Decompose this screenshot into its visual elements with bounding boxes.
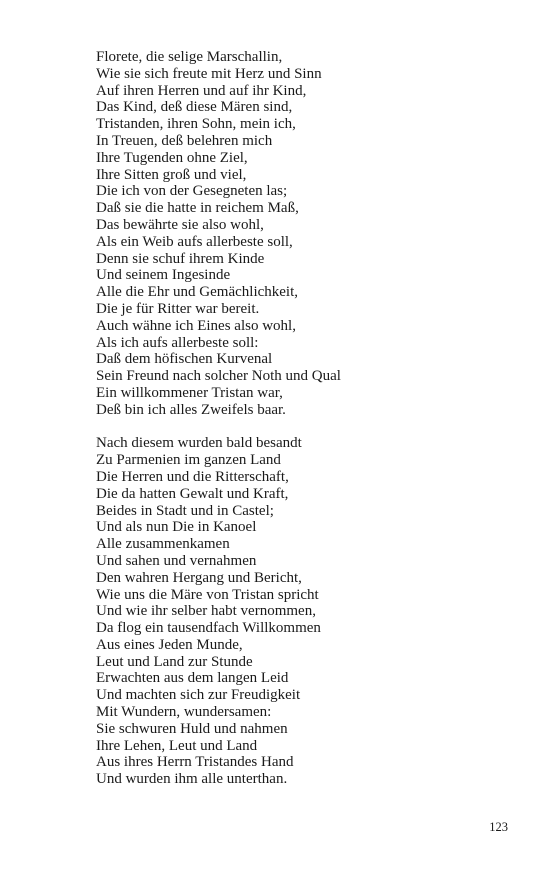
poem-line: Florete, die selige Marschallin,: [96, 49, 283, 65]
poem-line: Tristanden, ihren Sohn, mein ich,: [96, 116, 296, 133]
poem-line: Und seinem Ingesinde: [96, 267, 231, 284]
poem-line: Daß sie die hatte in reichem Maß,: [96, 200, 299, 217]
poem-line: Ein willkommener Tristan war,: [96, 384, 283, 401]
poem-line: Auf ihren Herren und auf ihr Kind,: [96, 82, 307, 99]
poem-line: Daß dem höfischen Kurvenal: [96, 351, 273, 368]
poem-line: Ihre Tugenden ohne Ziel,: [96, 149, 248, 166]
poem-line: Auch wähne ich Eines also wohl,: [96, 317, 296, 334]
poem-line: Mit Wundern, wundersamen:: [96, 704, 272, 721]
poem-line: Wie uns die Märe von Tristan spricht: [96, 586, 319, 603]
poem-line: In Treuen, deß belehren mich: [96, 132, 273, 149]
poem-text: [96, 49, 496, 788]
poem-line: Denn sie schuf ihrem Kinde: [96, 250, 265, 267]
poem-line: Alle die Ehr und Gemächlichkeit,: [96, 284, 299, 301]
poem-line: Und wie ihr selber habt vernommen,: [96, 603, 316, 620]
poem-line: Die Herren und die Ritterschaft,: [96, 468, 289, 485]
poem-line: Als ich aufs allerbeste soll:: [96, 334, 259, 351]
poem-line: Beides in Stadt und in Castel;: [96, 502, 274, 519]
poem-line: Aus ihres Herrn Tristandes Hand: [96, 754, 294, 771]
page-number: 123: [489, 820, 508, 834]
poem-line: Sie schwuren Huld und nahmen: [96, 720, 288, 737]
poem-line: Wie sie sich freute mit Herz und Sinn: [96, 65, 322, 82]
stanza-2: [96, 435, 496, 788]
poem-line: Die ich von der Gesegneten las;: [96, 183, 288, 200]
poem-line: Und als nun Die in Kanoel: [96, 519, 257, 536]
poem-line: Die da hatten Gewalt und Kraft,: [96, 485, 289, 502]
poem-line: Ihre Sitten groß und viel,: [96, 166, 247, 183]
poem-line: Da flog ein tausendfach Willkommen: [96, 620, 321, 637]
poem-line: Sein Freund nach solcher Noth und Qual: [96, 368, 341, 385]
poem-line: Nach diesem wurden bald besandt: [96, 435, 302, 452]
poem-line: Das Kind, deß diese Mären sind,: [96, 99, 293, 116]
poem-line: Deß bin ich alles Zweifels baar.: [96, 401, 286, 418]
poem-line: Ihre Lehen, Leut und Land: [96, 737, 258, 754]
poem-line: Zu Parmenien im ganzen Land: [96, 452, 281, 469]
poem-line: Den wahren Hergang und Bericht,: [96, 569, 302, 586]
stanza-1: [96, 49, 496, 419]
poem-line: Leut und Land zur Stunde: [96, 653, 253, 670]
poem-line: Als ein Weib aufs allerbeste soll,: [96, 233, 293, 250]
poem-line: Und machten sich zur Freudigkeit: [96, 687, 301, 704]
poem-line: Erwachten aus dem langen Leid: [96, 670, 289, 687]
poem-line: Und wurden ihm alle unterthan.: [96, 771, 288, 788]
poem-line: Alle zusammenkamen: [96, 536, 230, 553]
poem-line: Aus eines Jeden Munde,: [96, 636, 243, 653]
poem-line: Das bewährte sie also wohl,: [96, 216, 264, 233]
poem-line: Die je für Ritter war bereit.: [96, 300, 260, 317]
poem-line: Und sahen und vernahmen: [96, 552, 257, 569]
